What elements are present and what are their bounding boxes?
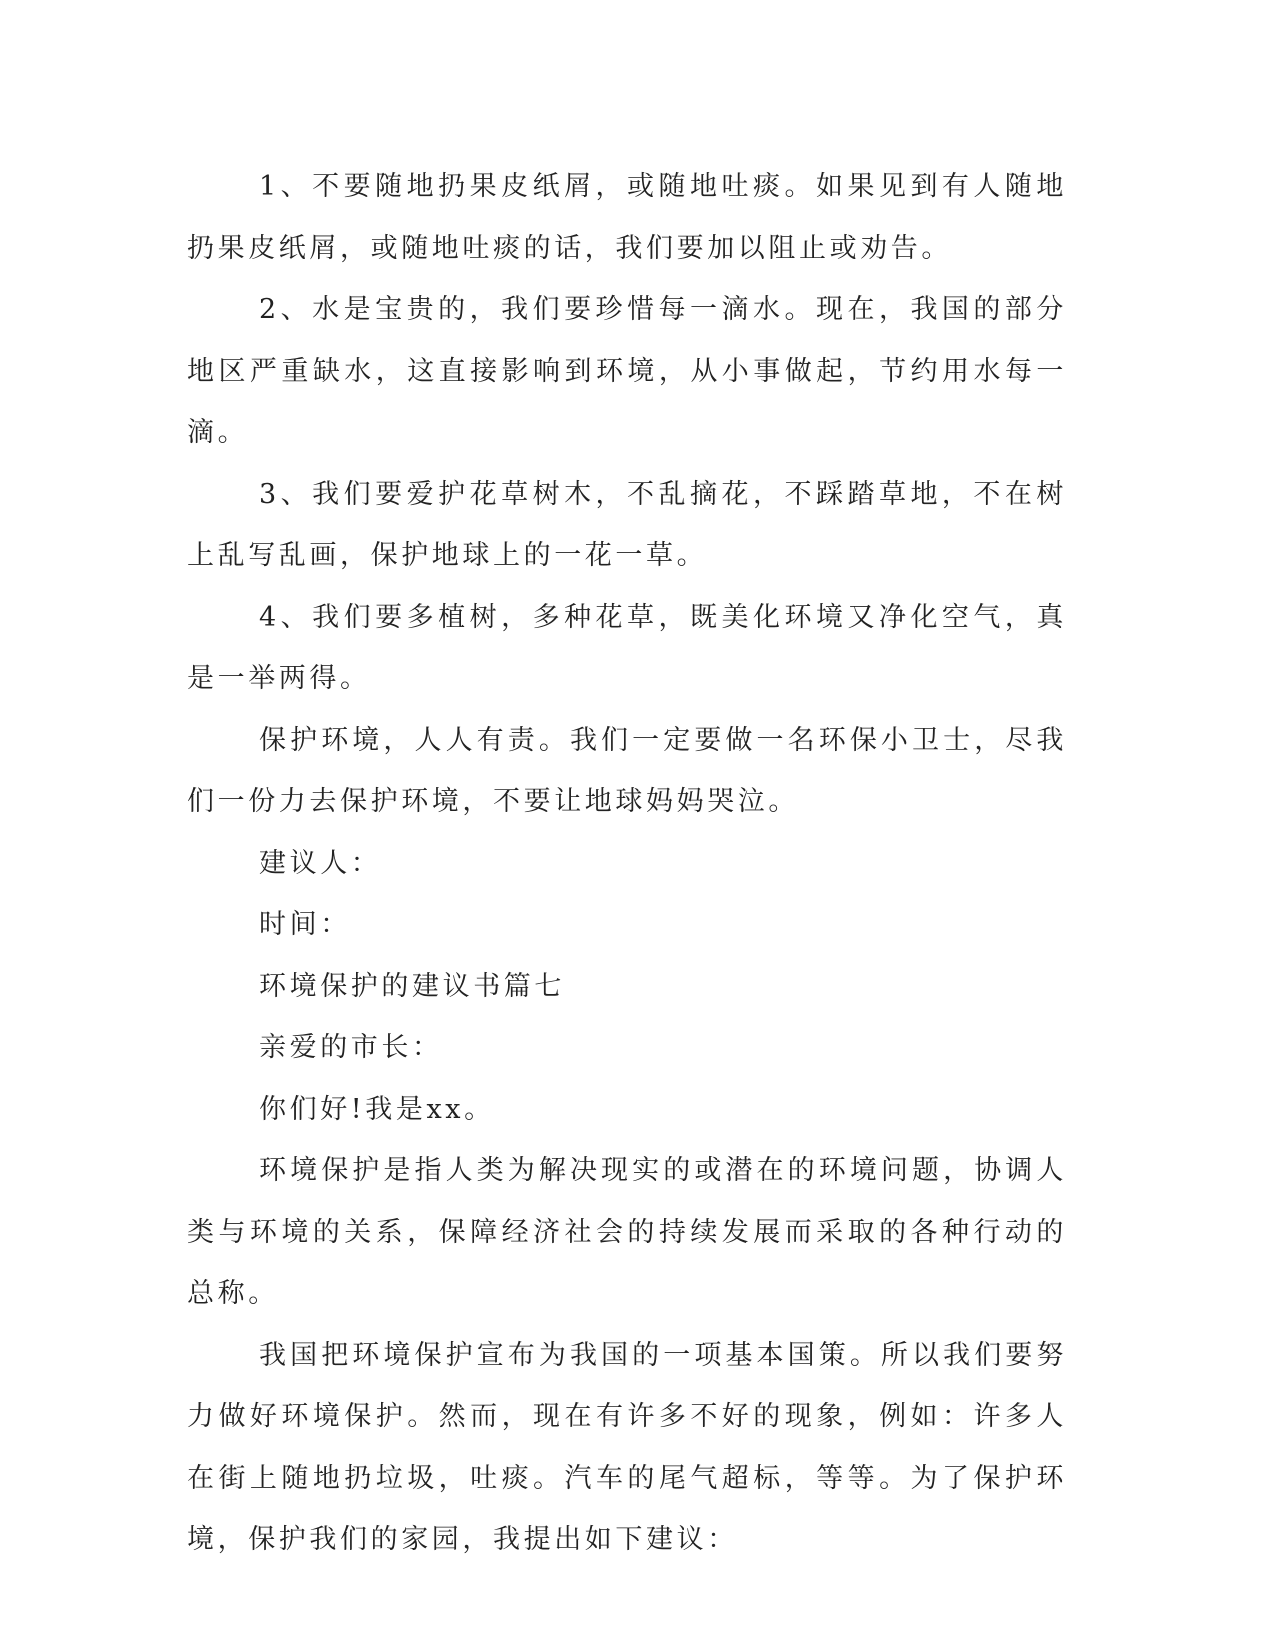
paragraph-suggestion-1: 1、不要随地扔果皮纸屑，或随地吐痰。如果见到有人随地扔果皮纸屑，或随地吐痰的话，我们要加以阻止或劝告。: [187, 171, 1067, 264]
greeting: 你们好!我是xx。: [259, 1093, 495, 1125]
paragraph-suggestion-2: 2、水是宝贵的，我们要珍惜每一滴水。现在，我国的部分地区严重缺水，这直接影响到环境，从小事做起，节约用水每一滴。: [187, 294, 1067, 448]
paragraph-definition: 环境保护是指人类为解决现实的或潜在的环境问题，协调人类与环境的关系，保障经济社会的持续发展而采取的各种行动的总称。: [187, 1155, 1067, 1309]
paragraph-suggestion-4: 4、我们要多植树，多种花草，既美化环境又净化空气，真是一举两得。: [187, 601, 1067, 694]
section-heading: 环境保护的建议书篇七: [259, 970, 565, 1002]
proposer-label: 建议人：: [259, 847, 382, 879]
paragraph-policy: 我国把环境保护宣布为我国的一项基本国策。所以我们要努力做好环境保护。然而，现在有许多不好的现象，例如：许多人在街上随地扔垃圾，吐痰。汽车的尾气超标，等等。为了保护环境，保护我们的家园，我提出如下建议：: [187, 1339, 1067, 1555]
paragraph-suggestion-3: 3、我们要爱护花草树木，不乱摘花，不踩踏草地，不在树上乱写乱画，保护地球上的一花一草。: [187, 478, 1067, 571]
salutation: 亲爱的市长：: [259, 1032, 443, 1063]
date-label: 时间：: [259, 909, 351, 940]
paragraph-conclusion: 保护环境，人人有责。我们一定要做一名环保小卫士，尽我们一份力去保护环境，不要让地球妈妈哭泣。: [187, 724, 1067, 817]
document-body: [187, 156, 1067, 1571]
